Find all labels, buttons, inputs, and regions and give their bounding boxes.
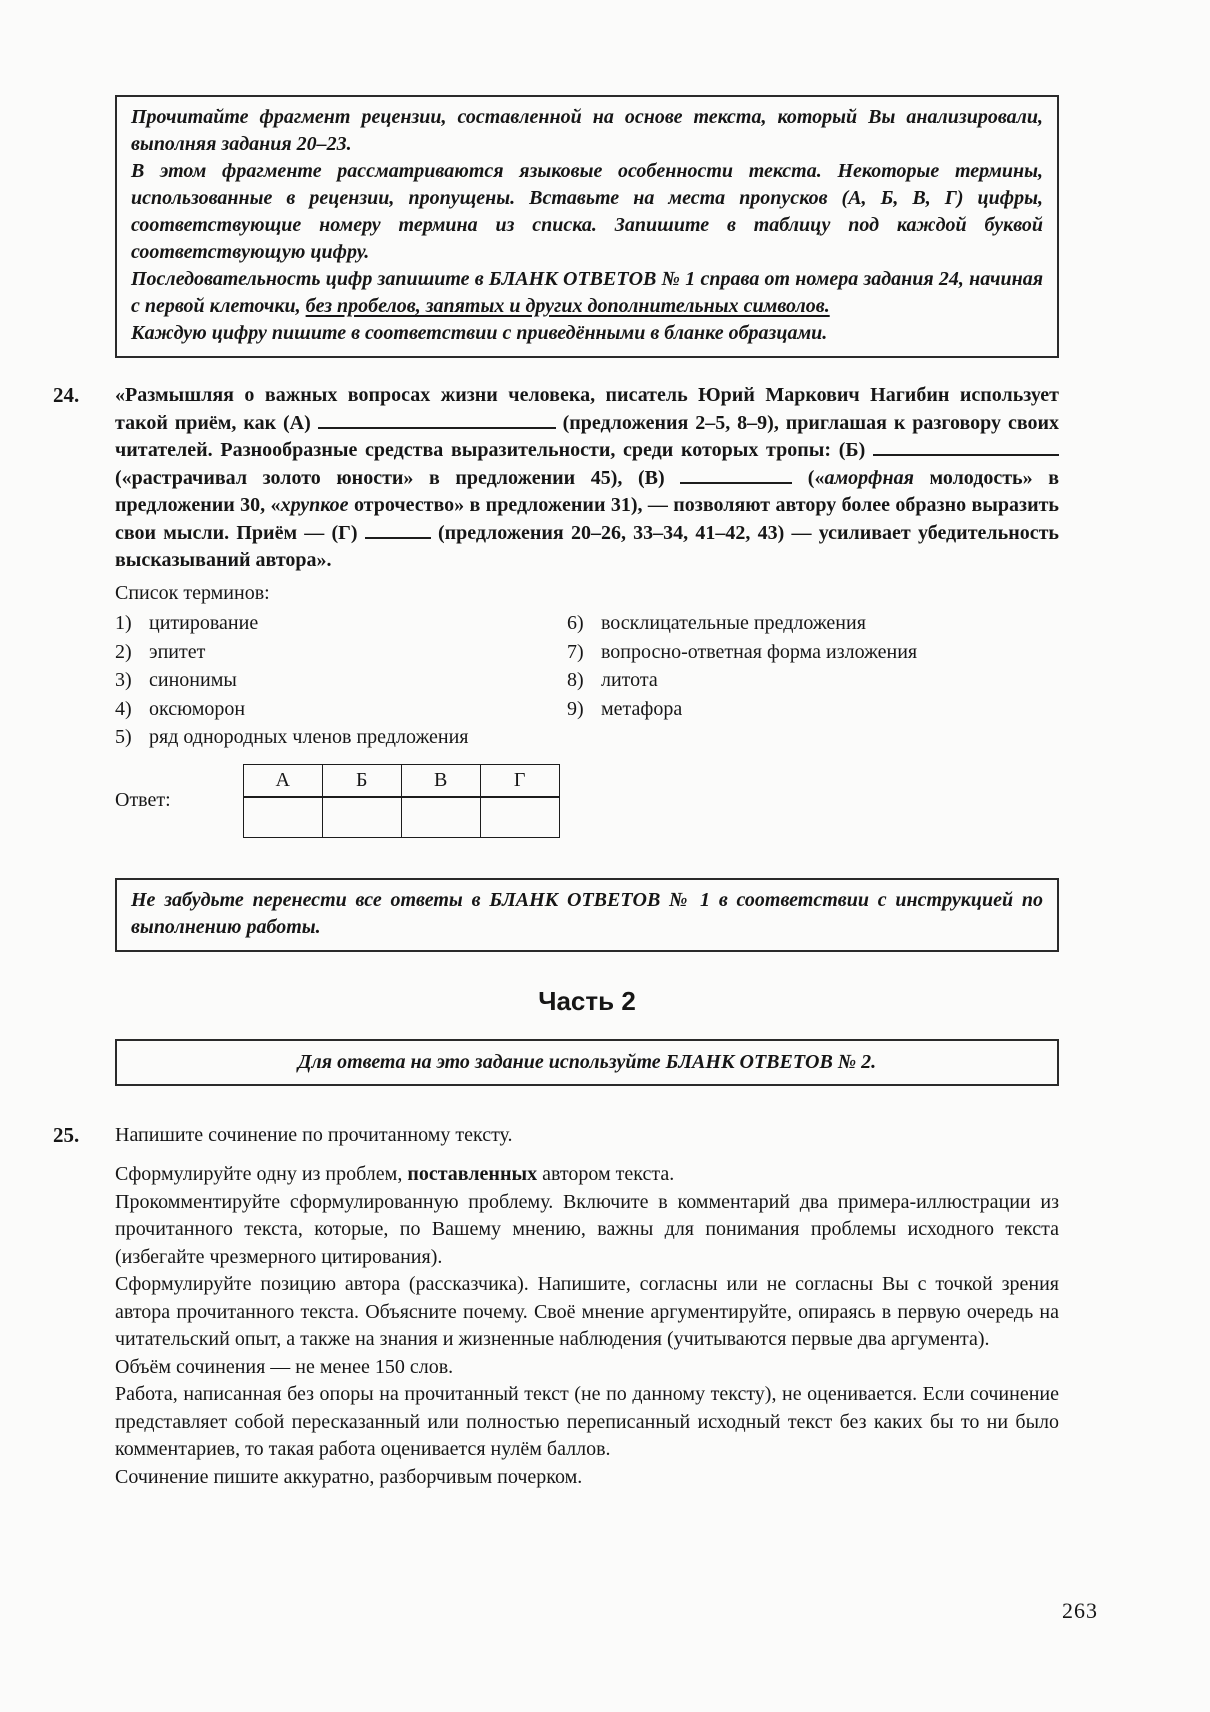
answer-table-input-row (243, 797, 559, 838)
task-25-paragraph: Сформулируйте позицию автора (рассказчика). Напишите, согласны или не согласны Вы с точкой зрения автора прочитанного текста. Объясните почему. Своё мнение аргументируйте, опираясь в первую очередь на читательский опыт, а также на знания и жизненные наблюдения (учитываются первые два аргумента). (115, 1273, 1059, 1350)
reminder-box (115, 878, 1059, 952)
term-item (567, 695, 917, 724)
term-number: 6) (567, 612, 584, 634)
task-24-text: «Размышляя о важных вопросах жизни человека, писатель Юрий Маркович Нагибин использует такой приём, как (А) (предложения 2–5, 8–9), приглашая к разговору своих читателей. Разнообразные средства выразительности, среди которых тропы: (Б) («растрачивал золото юности» в предложении 45), (В) («аморфная молодость» в предложении 30, «хрупкое отрочество» в предложении 31), — позволяют автору более образно выразить свои мысли. Приём — (Г) (предложения 20–26, 33–34, 41–42, 43) — усиливает убедительность высказываний автора». (115, 384, 1060, 571)
term-label: вопросно-ответная форма изложения (601, 640, 918, 663)
term-number: 1) (115, 612, 132, 634)
term-label: восклицательные предложения (601, 612, 866, 634)
answer-blank-line (365, 523, 431, 539)
term-label: оксюморон (149, 697, 246, 720)
instruction-paragraph: Каждую цифру пишите в соответствии с приведёнными в бланке образцами. (131, 322, 828, 344)
term-number: 5) (115, 726, 132, 748)
term-item (567, 666, 917, 695)
instruction-paragraph: Последовательность цифр запишите в БЛАНК ОТВЕТОВ № 1 справа от номера задания 24, начиная с первой клеточки, без пробелов, запятых и других дополнительных символов. (131, 268, 1043, 317)
term-item (115, 638, 567, 667)
term-number: 4) (115, 697, 132, 720)
answer-header-cell-a: А (243, 764, 322, 797)
task-25 (53, 1122, 1059, 1492)
reminder-text: Не забудьте перенести все ответы в БЛАНК ОТВЕТОВ № 1 в соответствии с инструкцией по выполнению работы. (131, 888, 1043, 938)
instruction-paragraph: В этом фрагменте рассматриваются языковые особенности текста. Некоторые термины, использованные в рецензии, пропущены. Вставьте на места пропусков (А, Б, В, Г) цифры, соответствующие номеру термина из списка. Запишите в таблицу под каждой буквой соответствующую цифру. (131, 160, 1043, 263)
answer-blank-line (873, 440, 1059, 456)
task-25-paragraph: Сочинение пишите аккуратно, разборчивым почерком. (115, 1465, 583, 1488)
page-content (53, 95, 1060, 1491)
term-number: 7) (567, 640, 584, 663)
answer-blank-line (680, 468, 792, 484)
terms-list-title: Список терминов: (115, 581, 270, 604)
term-label: эпитет (149, 640, 206, 663)
term-number: 8) (567, 669, 584, 691)
terms-column-left (115, 609, 567, 752)
terms-column-right (567, 609, 917, 752)
term-item (115, 609, 567, 638)
answer-cell-b (322, 797, 401, 838)
term-label: цитирование (149, 612, 259, 634)
answer-table-header-row (243, 764, 559, 797)
instruction-box (115, 95, 1059, 358)
task-25-paragraph: Прокомментируйте сформулированную проблему. Включите в комментарий два примера-иллюстрации из прочитанного текста, которые, по Вашему мнению, важны для понимания проблемы исходного текста (избегайте чрезмерного цитирования). (115, 1190, 1059, 1268)
task-25-paragraph: Сформулируйте одну из проблем, поставленных автором текста. (115, 1163, 675, 1185)
term-item (115, 723, 567, 752)
term-label: ряд однородных членов предложения (149, 726, 469, 748)
task-24-body (115, 382, 1059, 838)
terms-list (115, 609, 1059, 752)
term-number: 3) (115, 669, 132, 691)
task-25-paragraph: Работа, написанная без опоры на прочитанный текст (не по данному тексту), не оценивается. Если сочинение представляет собой пересказанный или полностью переписанный исходный текст без каких бы то ни было комментариев, то такая работа оценивается нулём баллов. (115, 1383, 1059, 1460)
term-item (567, 609, 917, 638)
instruction-paragraph: Прочитайте фрагмент рецензии, составленной на основе текста, который Вы анализировали, выполняя задания 20–23. (131, 106, 1043, 155)
answer-cell-v (401, 797, 480, 838)
answer-header-cell-b: Б (322, 764, 401, 797)
term-number: 2) (115, 640, 132, 663)
task-24 (53, 382, 1060, 838)
term-label: литота (601, 669, 658, 691)
term-label: синонимы (149, 669, 237, 691)
task-25-body (115, 1122, 1059, 1492)
answer-header-cell-g: Г (480, 764, 559, 797)
answer-cell-a (243, 797, 322, 838)
answer-cell-g (480, 797, 559, 838)
task-25-paragraph: Напишите сочинение по прочитанному тексту. (115, 1123, 513, 1146)
answer-blank-line (318, 413, 556, 429)
page-number: 263 (1062, 1598, 1098, 1623)
task-24-number: 24. (53, 383, 80, 407)
term-item (567, 638, 917, 667)
answer-header-cell-v: В (401, 764, 480, 797)
part-2-heading: Часть 2 (538, 985, 636, 1016)
answer-row (115, 764, 1059, 838)
answer-label: Ответ: (115, 789, 171, 811)
task-25-paragraph: Объём сочинения — не менее 150 слов. (115, 1355, 454, 1378)
term-item (115, 666, 567, 695)
answer-table (243, 764, 560, 838)
task-25-number: 25. (53, 1122, 80, 1147)
term-label: метафора (601, 697, 683, 720)
answer-sheet-2-box (115, 1039, 1059, 1086)
answer-sheet-2-text: Для ответа на это задание используйте БЛАНК ОТВЕТОВ № 2. (297, 1050, 877, 1073)
term-number: 9) (567, 697, 584, 720)
term-item (115, 695, 567, 724)
